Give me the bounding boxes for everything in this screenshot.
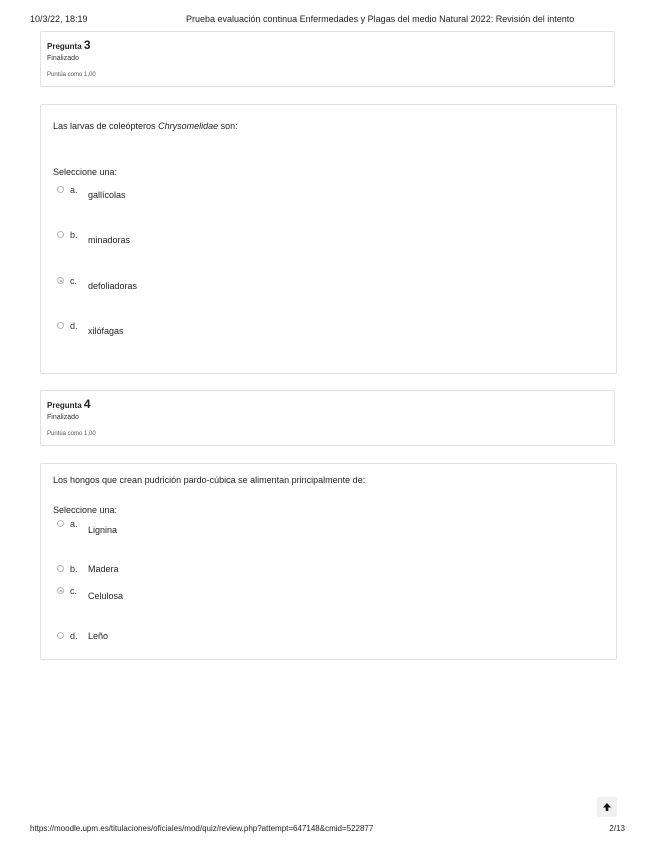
- answer-option-a[interactable]: [57, 519, 357, 539]
- print-date: 10/3/22, 18:19: [30, 14, 88, 24]
- option-letter: a.: [70, 185, 78, 195]
- radio-button[interactable]: [57, 520, 64, 527]
- radio-button[interactable]: [57, 322, 64, 329]
- page-url: https://moodle.upm.es/titulaciones/oficiales/mod/quiz/review.php?attempt=647148&cmid=522877: [30, 824, 374, 833]
- question-number: 4: [83, 397, 91, 411]
- option-text: minadoras: [88, 235, 131, 245]
- question-4-heading: [47, 397, 91, 411]
- question-text-suffix: son:: [220, 121, 238, 131]
- option-text: Leño: [88, 631, 109, 641]
- print-title: Prueba evaluación continua Enfermedades y Plagas del medio Natural 2022: Revisión del intento: [186, 14, 575, 24]
- answer-option-c[interactable]: [57, 586, 357, 606]
- select-one-prompt: Seleccione una:: [53, 167, 118, 177]
- option-letter: c.: [70, 586, 78, 596]
- answer-option-b[interactable]: [57, 564, 357, 584]
- option-text: xilófagas: [88, 326, 124, 336]
- answer-option-b[interactable]: [57, 230, 357, 250]
- option-text: gallícolas: [88, 190, 126, 200]
- radio-button-selected[interactable]: [57, 587, 64, 594]
- question-4-grade: Puntúa como 1,00: [47, 431, 96, 437]
- question-3-heading: [47, 38, 91, 52]
- question-text-prefix: Las larvas de coleópteros: [53, 121, 156, 131]
- option-letter: b.: [70, 230, 78, 240]
- question-4-state: Finalizado: [47, 414, 79, 421]
- question-text-italic: Chrysomelidae: [158, 121, 219, 131]
- radio-button[interactable]: [57, 231, 64, 238]
- question-label: Pregunta: [47, 42, 82, 51]
- print-header: [30, 14, 625, 28]
- option-text: Celulosa: [88, 591, 124, 601]
- option-letter: d.: [70, 631, 78, 641]
- radio-button[interactable]: [57, 632, 64, 639]
- answer-option-d[interactable]: [57, 321, 357, 341]
- option-text: Madera: [88, 564, 119, 574]
- page-number: 2/13: [609, 824, 625, 833]
- option-letter: b.: [70, 564, 78, 574]
- question-label: Pregunta: [47, 401, 82, 410]
- answer-option-d[interactable]: [57, 631, 357, 651]
- radio-button[interactable]: [57, 186, 64, 193]
- option-letter: d.: [70, 321, 78, 331]
- question-4-text: Los hongos que crean pudrición pardo-cúbica se alimentan principalmente de:: [53, 475, 366, 485]
- radio-button-selected[interactable]: [57, 277, 64, 284]
- question-3-text: [53, 121, 238, 131]
- option-text: defoliadoras: [88, 281, 138, 291]
- answer-option-a[interactable]: [57, 185, 357, 205]
- question-4-info: [40, 390, 615, 446]
- back-to-top-button[interactable]: [597, 797, 617, 817]
- answer-option-c[interactable]: [57, 276, 357, 296]
- print-footer: [30, 824, 625, 836]
- question-3-state: Finalizado: [47, 55, 79, 62]
- option-letter: c.: [70, 276, 78, 286]
- question-3-info: [40, 31, 615, 87]
- question-3-content: [40, 104, 617, 374]
- question-number: 3: [83, 38, 91, 52]
- arrow-up-icon: [602, 802, 612, 812]
- select-one-prompt: Seleccione una:: [53, 505, 118, 515]
- option-letter: a.: [70, 519, 78, 529]
- radio-button[interactable]: [57, 565, 64, 572]
- option-text: Lignina: [88, 525, 118, 535]
- question-4-content: [40, 463, 617, 660]
- question-3-grade: Puntúa como 1,00: [47, 72, 96, 78]
